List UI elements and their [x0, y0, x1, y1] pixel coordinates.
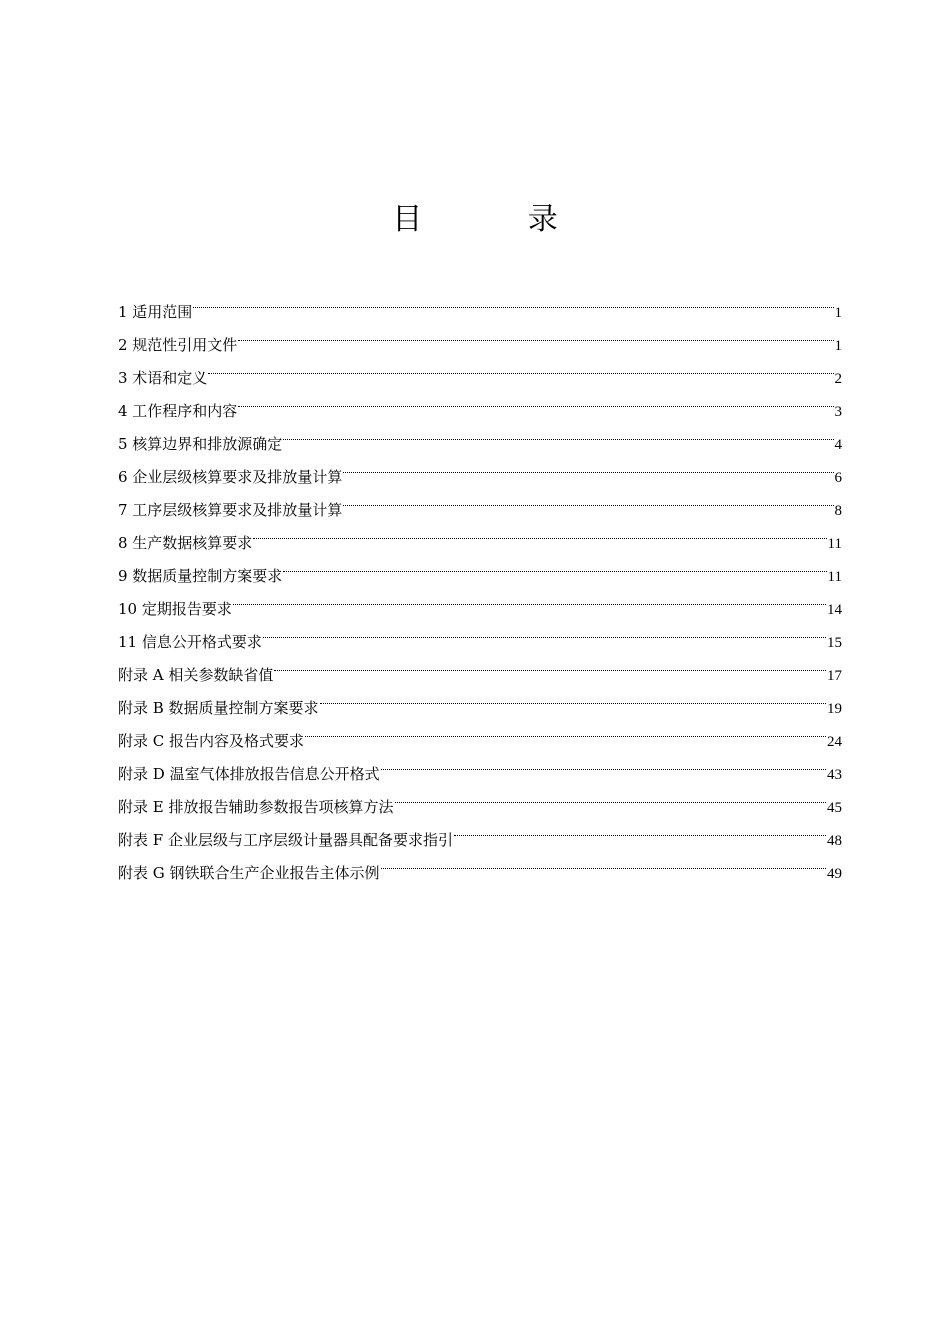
toc-entry-label: 9 数据质量控制方案要求 [118, 567, 283, 585]
toc-page-number: 14 [827, 602, 842, 618]
toc-entry-label: 6 企业层级核算要求及排放量计算 [118, 468, 343, 486]
toc-entry-label: 7 工序层级核算要求及排放量计算 [118, 501, 343, 519]
toc-dot-leader [238, 317, 833, 350]
toc-entry-label: 3 术语和定义 [118, 369, 208, 387]
toc-page-number: 15 [827, 635, 842, 651]
toc-dot-leader [283, 416, 833, 449]
toc-entry-label: 2 规范性引用文件 [118, 336, 238, 354]
toc-entry-label: 5 核算边界和排放源确定 [118, 435, 283, 453]
toc-dot-leader [343, 482, 833, 515]
toc-entry[interactable] [118, 350, 842, 387]
toc-dot-leader [193, 284, 833, 317]
toc-dot-leader [263, 614, 826, 647]
toc-dot-leader [320, 680, 826, 713]
toc-entry-label: 附录 C 报告内容及格式要求 [118, 732, 305, 750]
toc-page-number: 8 [834, 503, 842, 519]
toc-dot-leader [233, 581, 826, 614]
toc-dot-leader [283, 548, 826, 581]
toc-page-number: 6 [834, 470, 842, 486]
toc-entry-label: 4 工作程序和内容 [118, 402, 238, 420]
toc-page-number: 19 [827, 701, 842, 717]
toc-page-number: 48 [827, 833, 842, 849]
toc-page-number: 24 [827, 734, 842, 750]
toc-dot-leader [454, 812, 826, 845]
toc-dot-leader [305, 713, 826, 746]
toc-entry-label: 附录 D 温室气体排放报告信息公开格式 [118, 765, 380, 783]
toc-page-number: 1 [834, 305, 842, 321]
toc-page-number: 4 [834, 437, 842, 453]
toc-entry[interactable] [118, 383, 842, 420]
toc-dot-leader [238, 383, 833, 416]
toc-entry-label: 10 定期报告要求 [118, 600, 232, 618]
toc-dot-leader [381, 746, 826, 779]
toc-page-number: 45 [827, 800, 842, 816]
page-title: 目 录 [392, 202, 606, 238]
toc-entry-label: 附表 F 企业层级与工序层级计量器具配备要求指引 [118, 831, 453, 849]
toc-entry[interactable] [118, 284, 842, 321]
toc-entry-label: 附录 E 排放报告辅助参数报告项核算方法 [118, 798, 394, 816]
toc-dot-leader [395, 779, 827, 812]
table-of-contents [118, 284, 842, 882]
toc-page-number: 11 [827, 536, 842, 552]
toc-entry-label: 附录 B 数据质量控制方案要求 [118, 699, 319, 717]
toc-entry-label: 附录 A 相关参数缺省值 [118, 666, 274, 684]
toc-page-number: 3 [834, 404, 842, 420]
toc-page-number: 43 [827, 767, 842, 783]
toc-page-number: 17 [827, 668, 842, 684]
toc-entry[interactable] [118, 317, 842, 354]
toc-entry-label: 8 生产数据核算要求 [118, 534, 253, 552]
toc-page-number: 1 [834, 338, 842, 354]
toc-entry-label: 1 适用范围 [118, 303, 193, 321]
toc-entry-label: 11 信息公开格式要求 [118, 633, 262, 651]
toc-page-number: 11 [827, 569, 842, 585]
toc-dot-leader [208, 350, 833, 383]
toc-entry-label: 附表 G 钢铁联合生产企业报告主体示例 [118, 864, 380, 882]
toc-dot-leader [381, 845, 826, 878]
toc-dot-leader [274, 647, 826, 680]
toc-dot-leader [253, 515, 826, 548]
toc-page-number: 2 [834, 371, 842, 387]
toc-page-number: 49 [827, 866, 842, 882]
toc-dot-leader [343, 449, 833, 482]
